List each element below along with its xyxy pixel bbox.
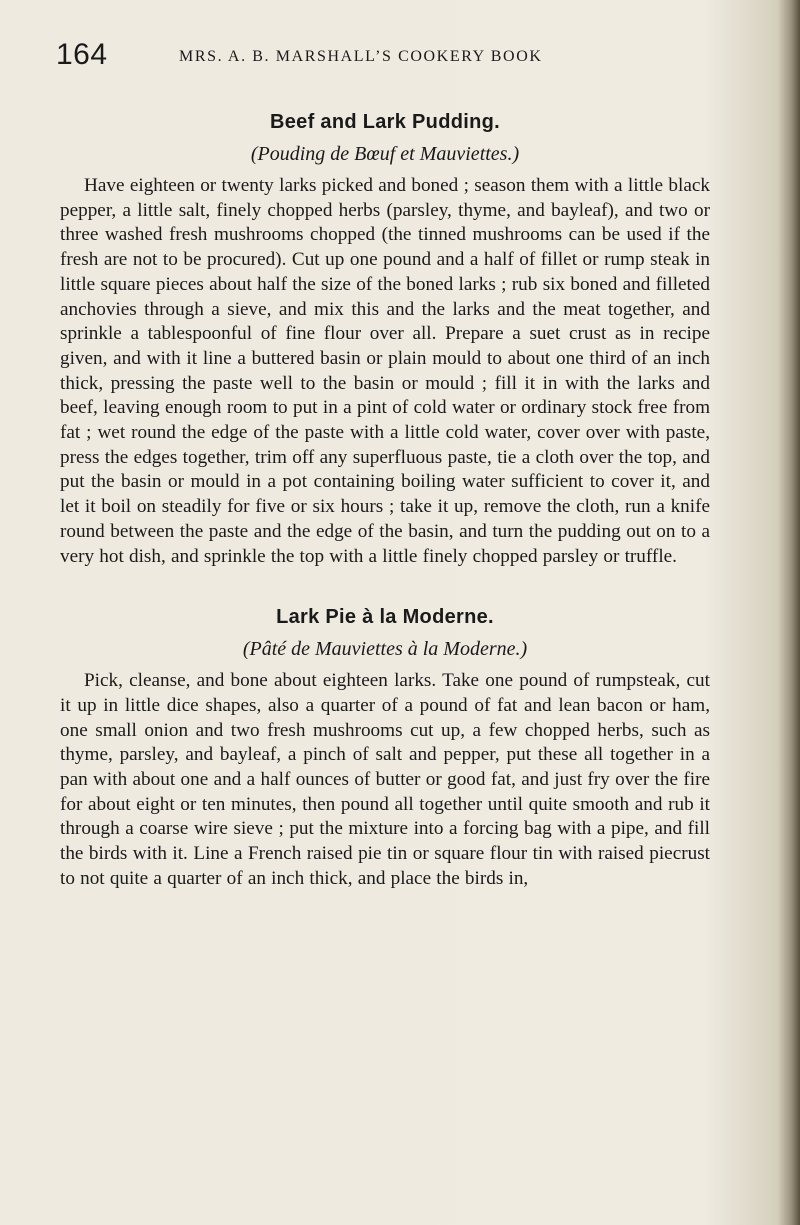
recipe-body: Pick, cleanse, and bone about eighteen larks. Take one pound of rumpsteak, cut it up in little dice shapes, also a quarter of a pound of fat and lean bacon or ham, one small onion and two fresh mushrooms cut up, a few chopped herbs, such as thyme, parsley, and bayleaf, a pinch of salt and pepper, put these all together in a pan with about one and a half ounces of butter or good fat, and just fry over the fire for about eight or ten minutes, then pound all together until quite smooth and rub it through a coarse wire sieve ; put the mixture into a forcing bag with a pipe, and fill the birds with it. Line a French raised pie tin or square flour tin with raised piecrust to not quite a quarter of an inch thick, and place the birds in, [60,670,710,889]
recipe-lark-pie-a-la-moderne [60,603,710,891]
page-content [60,108,710,892]
page-edge-shadow [778,0,800,1225]
recipe-subtitle: (Pouding de Bœuf et Mauviettes.) [250,143,520,165]
running-head: MRS. A. B. MARSHALL’S COOKERY BOOK [179,48,543,65]
page-header [56,38,696,78]
page-number: 164 [56,38,108,71]
recipe-title: Beef and Lark Pudding. [270,111,500,133]
recipe-beef-and-lark-pudding [60,108,710,569]
recipe-subtitle: (Pâté de Mauviettes à la Moderne.) [242,638,528,661]
recipe-title: Lark Pie à la Moderne. [276,606,494,629]
recipe-body: Have eighteen or twenty larks picked and boned ; season them with a little black pepper, a little salt, finely chopped herbs (parsley, thyme, and bayleaf), and two or three washed fresh mushrooms chopped (the tinned mushrooms can be used if the fresh are not to be procured). Cut up one pound and a half of fillet or rump steak in little square pieces about half the size of the boned larks ; rub six boned and filleted anchovies through a sieve, and mix this and the larks and the meat together, and sprinkle a tablespoonful of fine flour over all. Prepare a suet crust as in recipe given, and with it line a buttered basin or plain mould to about one third of an inch thick, pressing the paste well to the basin or mould ; fill it in with the larks and beef, leaving enough room to put in a pint of cold water or ordinary stock free from fat ; wet round the edge of the paste with a little cold water, cover over with paste, press the edges together, trim off any superfluous paste, tie a cloth over the top, and put the basin or mould in a pot containing boiling water sufficient to cover it, and let it boil on steadily for five or six hours ; take it up, remove the cloth, run a knife round between the paste and the edge of the basin, and turn the pudding out on to a very hot dish, and sprinkle the top with a little finely chopped parsley or truffle. [60,175,710,567]
